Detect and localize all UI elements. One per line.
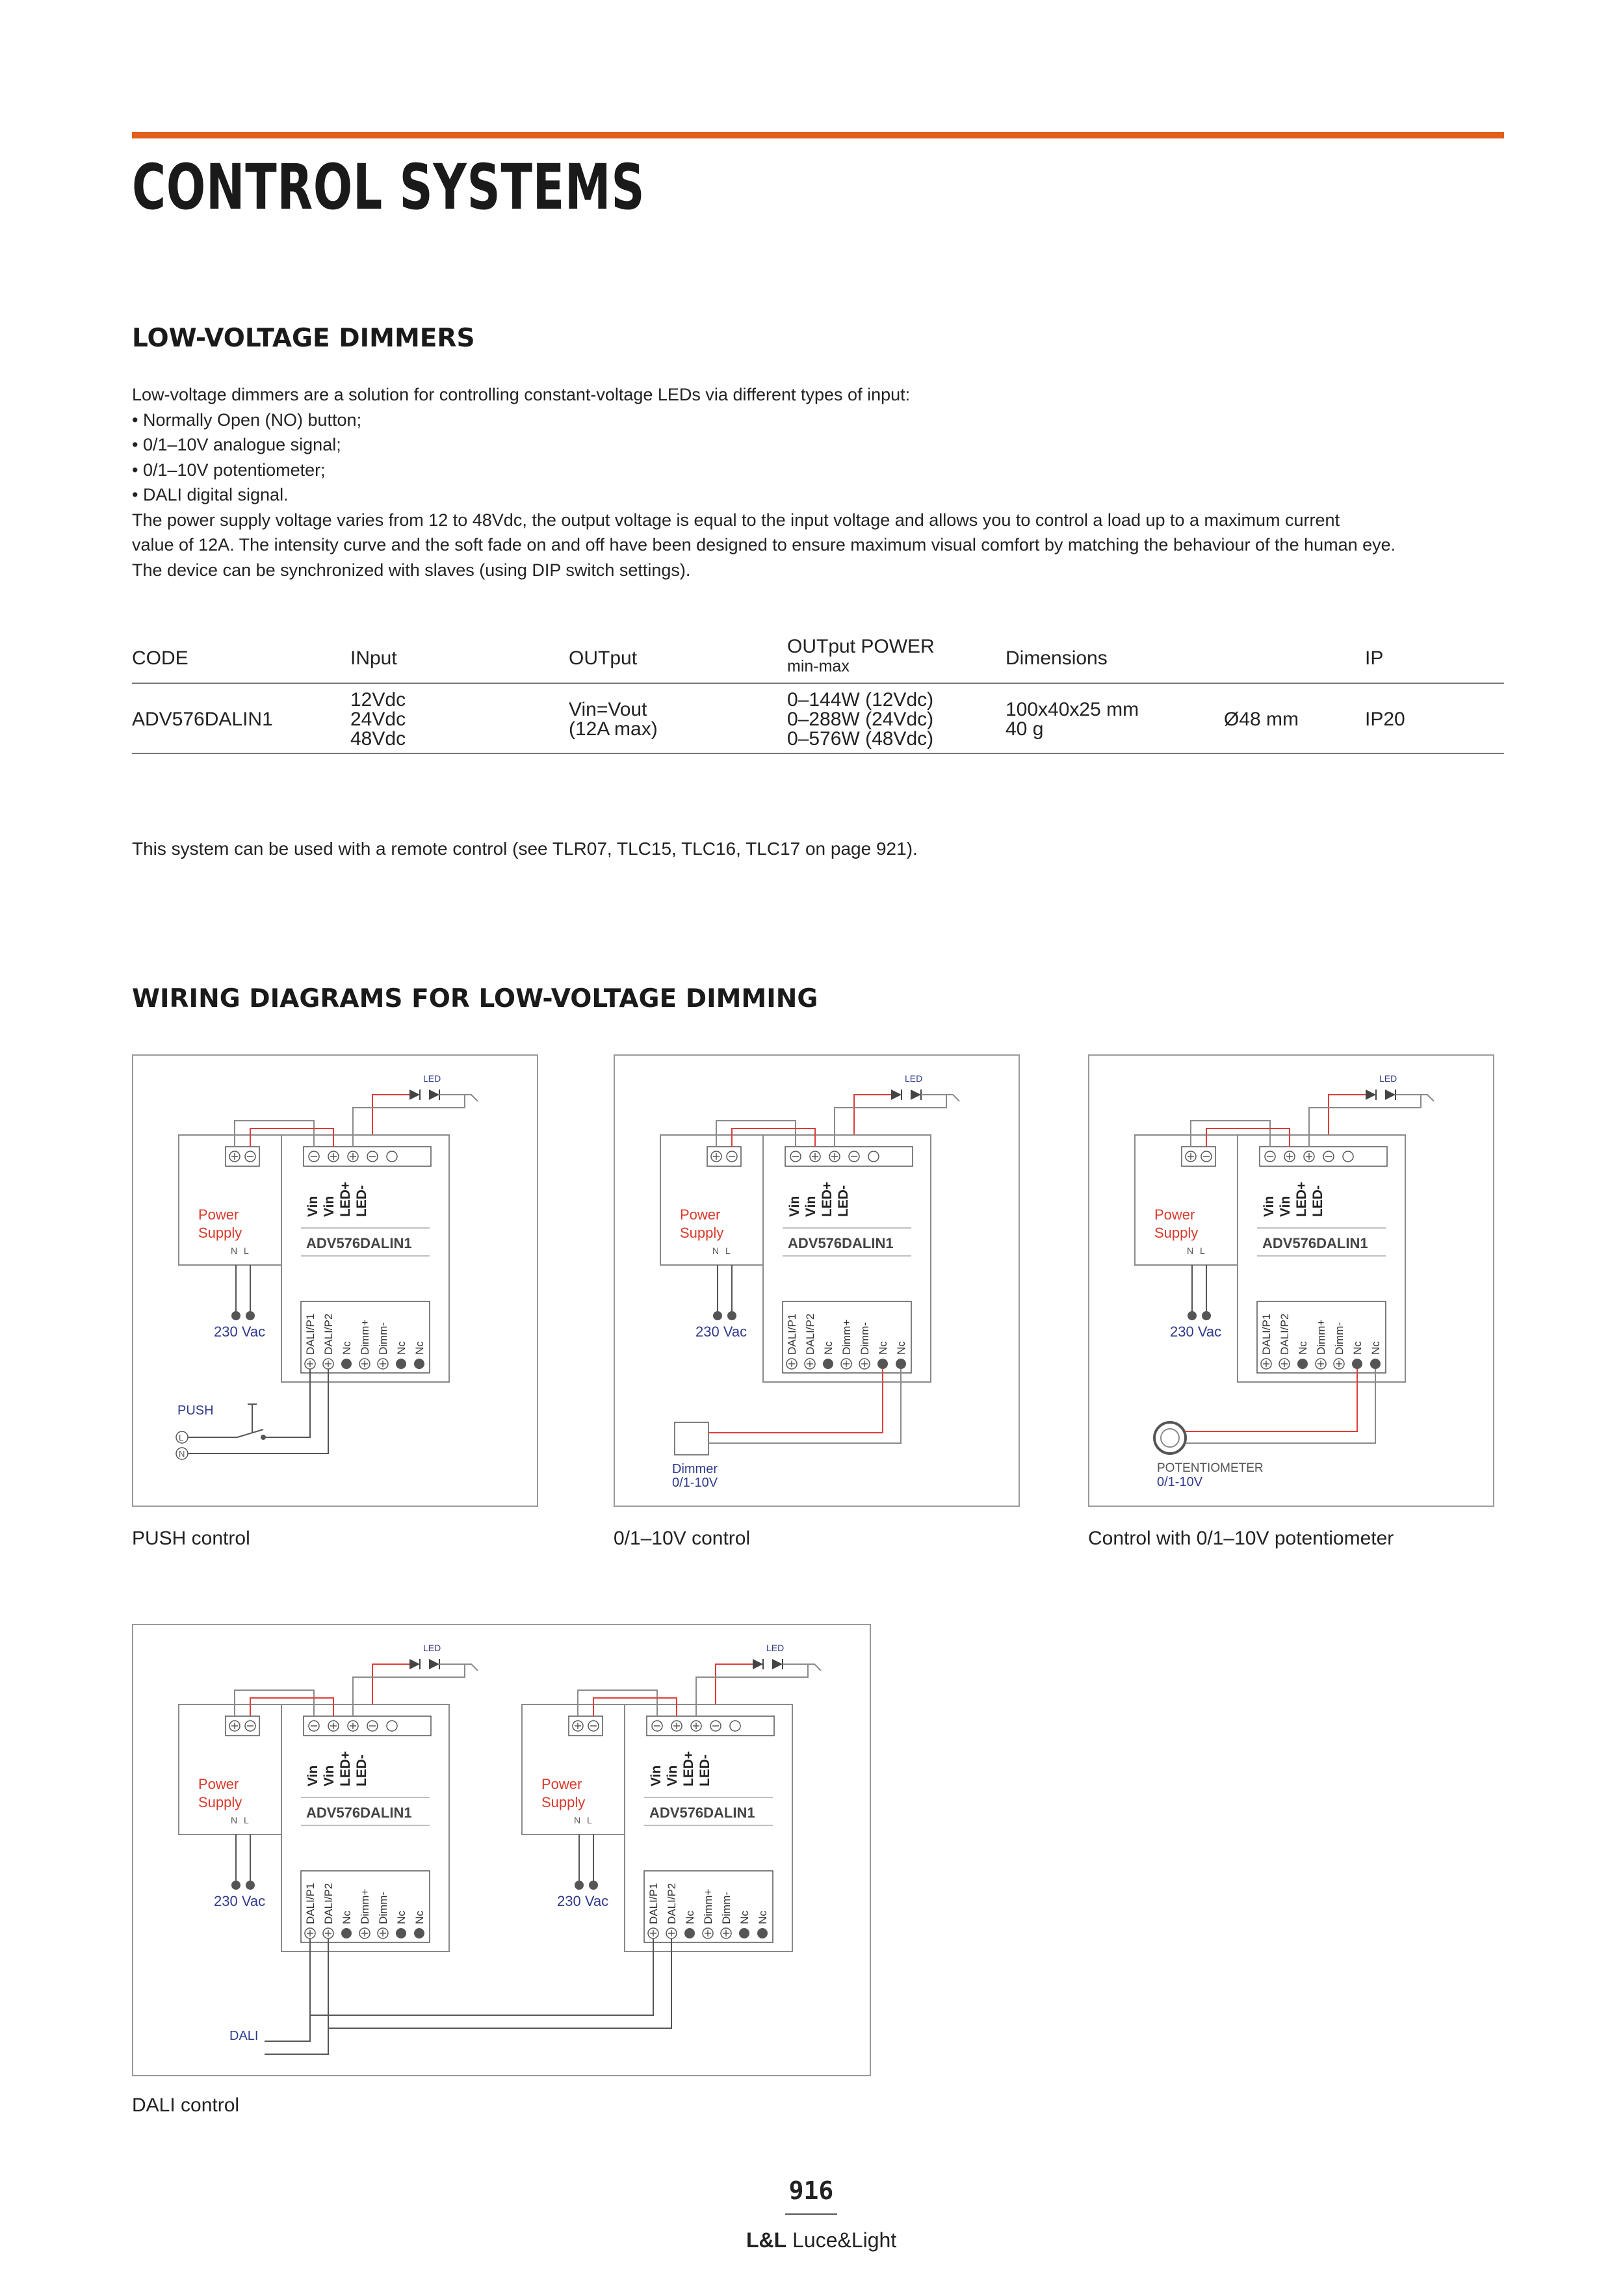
brand-footer [746, 2228, 897, 2252]
dimmer-bottom-terminal-label: DALI/P1 [647, 1883, 660, 1924]
dimmer-top-terminal-label: Vin [649, 1765, 664, 1786]
push-label: PUSH [177, 1403, 214, 1418]
spec-table-header-row [132, 629, 1504, 684]
dimmer-top-terminal-label: Vin [803, 1195, 818, 1217]
dimmer-bottom-terminal [877, 1359, 888, 1369]
dimmer-bottom-terminal-label: DALI/P2 [804, 1313, 816, 1355]
dimmer-bottom-terminal-label: Nc [1297, 1341, 1309, 1355]
dimmer-top-terminal [387, 1151, 397, 1162]
dimmer-bottom-terminal-label: Nc [395, 1341, 408, 1355]
diagram-dali-control [132, 1624, 871, 2076]
intro-line: The device can be synchronized with slaves (using DIP switch settings). [132, 560, 691, 580]
wiring-diagram-svg [615, 1056, 1019, 1506]
mains-terminal [246, 1881, 255, 1890]
cell-output: Vin=Vout [569, 699, 647, 720]
dimmer-bottom-terminal [396, 1928, 406, 1938]
dimmer-top-terminal-label: Vin [1278, 1195, 1293, 1217]
page-title: CONTROL SYSTEMS [132, 151, 645, 224]
dimmer-top-terminal [868, 1151, 879, 1162]
push-l-mark: L [179, 1433, 184, 1442]
power-supply-label: Supply [680, 1225, 724, 1241]
mains-voltage-label: 230 Vac [1170, 1324, 1222, 1340]
section-heading-wiring: WIRING DIAGRAMS FOR LOW-VOLTAGE DIMMING [132, 984, 818, 1013]
dimmer-top-terminal-label: Vin [665, 1765, 680, 1786]
led-label: LED [905, 1073, 923, 1084]
wire-led-out [921, 1095, 959, 1101]
dimmer-model-label: ADV576DALIN1 [306, 1235, 412, 1251]
mains-terminal [231, 1881, 240, 1890]
supply-l-mark: L [725, 1246, 731, 1256]
cell-input: 48Vdc [350, 728, 406, 750]
mains-terminal [589, 1881, 598, 1890]
supply-l-mark: L [1200, 1246, 1205, 1256]
header-accent-rule [132, 132, 1504, 138]
dimmer-bottom-terminal-label: DALI/P2 [1279, 1313, 1291, 1355]
led-label: LED [423, 1643, 441, 1653]
mains-terminal [231, 1311, 240, 1320]
mains-terminal [246, 1311, 255, 1320]
dimmer-bottom-terminal [1297, 1359, 1308, 1369]
cell-code: ADV576DALIN1 [132, 709, 273, 730]
dimmer-bottom-terminal-label: Nc [822, 1341, 835, 1355]
dimmer-bottom-terminal-label: Nc [684, 1911, 696, 1924]
section-heading-dimmers: LOW-VOLTAGE DIMMERS [132, 324, 475, 353]
page-number: 916 [788, 2176, 834, 2205]
supply-l-mark: L [587, 1815, 592, 1825]
power-supply-label: Supply [198, 1794, 242, 1810]
dimmer-bottom-terminal-label: Dimm+ [840, 1319, 853, 1355]
mains-terminal [713, 1311, 722, 1320]
potentiometer-knob-inner [1161, 1429, 1179, 1447]
intro-line: Low-voltage dimmers are a solution for controlling constant-voltage LEDs via different types of input: [132, 385, 911, 404]
cell-power: 0–144W (12Vdc) [787, 689, 934, 711]
spec-table [132, 629, 1504, 754]
wiring-diagram-svg [133, 1625, 870, 2075]
dali-bus-label: DALI [229, 2029, 259, 2043]
power-supply-label: Power [1154, 1207, 1195, 1223]
dimmer-model-label: ADV576DALIN1 [649, 1805, 755, 1821]
wire-push-switch [237, 1429, 263, 1437]
cell-power: 0–288W (24Vdc) [787, 709, 934, 730]
dimmer-bottom-terminal-label: Dimm- [1333, 1322, 1345, 1355]
dimmer-bottom-terminal-label: DALI/P1 [304, 1883, 317, 1924]
supply-l-mark: L [244, 1246, 249, 1256]
col-ip: IP [1365, 647, 1384, 669]
dimmer-top-terminal-label: Vin [1262, 1195, 1277, 1217]
dimmer-device-label: Dimmer [672, 1462, 718, 1476]
dimmer-bottom-terminal-label: DALI/P2 [322, 1883, 335, 1924]
spec-table-row [132, 684, 1504, 754]
mains-voltage-label: 230 Vac [695, 1324, 747, 1340]
led-diode-icon [911, 1089, 921, 1100]
dimmer-bottom-terminal-label: DALI/P1 [304, 1313, 317, 1355]
dimmer-top-terminal-label: LED- [354, 1185, 369, 1217]
dimmer-bottom-terminal-label: Nc [1370, 1341, 1382, 1355]
wire-led-out [1396, 1095, 1434, 1101]
cell-diameter: Ø48 mm [1224, 709, 1299, 730]
dimmer-top-terminal [730, 1721, 740, 1731]
dimmer-top-terminal-label: Vin [305, 1195, 320, 1217]
led-diode-icon [1385, 1089, 1396, 1100]
dimmer-bottom-terminal-label: DALI/P2 [322, 1313, 335, 1355]
mains-voltage-label: 230 Vac [214, 1893, 266, 1909]
col-output: OUTput [569, 647, 638, 669]
dimmer-bottom-terminal [414, 1928, 424, 1938]
cell-input: 24Vdc [350, 709, 406, 730]
led-diode-icon [429, 1659, 439, 1669]
dimmer-model-label: ADV576DALIN1 [1262, 1235, 1368, 1251]
brand-bold: L&L [746, 2228, 787, 2252]
dimmer-bottom-terminal-label: DALI/P2 [666, 1883, 678, 1924]
dimmer-bottom-terminal [414, 1359, 424, 1369]
mains-voltage-label: 230 Vac [214, 1324, 266, 1340]
dimmer-bottom-terminal-label: Nc [738, 1911, 751, 1924]
dimmer-bottom-terminal-label: Nc [413, 1341, 426, 1355]
led-diode-icon [1366, 1089, 1376, 1100]
dimmer-top-terminal-label: Vin [322, 1195, 337, 1217]
col-power: OUTput POWER [787, 636, 935, 657]
dimmer-bottom-terminal [757, 1928, 768, 1938]
led-label: LED [423, 1073, 441, 1084]
intro-line: • 0/1–10V analogue signal; [132, 435, 341, 454]
dimmer-bottom-terminal-label: DALI/P1 [786, 1313, 798, 1355]
dimmer-bottom-terminal-label: Dimm+ [702, 1888, 714, 1924]
diagram-potentiometer-control [1088, 1054, 1494, 1507]
dimmer-bottom-terminal [396, 1359, 406, 1369]
brand-name: Luce&Light [792, 2228, 897, 2252]
wire-dali-bus [265, 1938, 328, 2054]
dimmer-bottom-terminal [896, 1359, 906, 1369]
led-diode-icon [753, 1659, 763, 1669]
intro-line: The power supply voltage varies from 12 to 48Vdc, the output voltage is equal to the input voltage and allows you to control a load up to a maximum current [132, 510, 1340, 530]
wire-led-out [783, 1664, 821, 1671]
dimmer-top-terminal-label: Vin [322, 1765, 337, 1786]
potentiometer-label: POTENTIOMETER [1157, 1461, 1264, 1475]
dimmer-bottom-terminal [823, 1359, 833, 1369]
potentiometer-range-label: 0/1-10V [1157, 1475, 1203, 1489]
cell-dimensions: 100x40x25 mm [1006, 699, 1139, 720]
dimmer-bottom-terminal-label: Dimm- [377, 1891, 389, 1924]
dimmer-top-terminal-label: LED+ [681, 1751, 696, 1786]
supply-n-mark: N [1187, 1246, 1194, 1256]
power-supply-label: Power [541, 1776, 582, 1792]
dimmer-bottom-terminal [684, 1928, 695, 1938]
dimmer-model-label: ADV576DALIN1 [788, 1235, 894, 1251]
dimmer-bottom-terminal-label: Nc [757, 1911, 769, 1924]
col-input: INput [350, 647, 397, 669]
page-number-rule [785, 2213, 837, 2215]
intro-line: value of 12A. The intensity curve and the soft fade on and off have been designed to ensure maximum visual comfort by matching the behaviour of the human eye. [132, 535, 1396, 554]
cell-power: 0–576W (48Vdc) [787, 728, 934, 750]
caption-pot: Control with 0/1–10V potentiometer [1088, 1528, 1394, 1549]
wire-led-out [439, 1095, 478, 1101]
push-n-mark: N [179, 1449, 185, 1459]
led-diode-icon [429, 1089, 439, 1100]
cell-ip: IP20 [1365, 709, 1405, 730]
power-supply-label: Supply [1154, 1225, 1199, 1241]
intro-text [132, 382, 1504, 582]
dimmer-top-terminal-label: LED- [1310, 1185, 1325, 1217]
mains-voltage-label: 230 Vac [557, 1893, 609, 1909]
dimmer-bottom-terminal-label: Dimm- [859, 1322, 871, 1355]
dimmer-top-terminal-label: Vin [305, 1765, 320, 1786]
diagram-analog-control [614, 1054, 1020, 1507]
dimmer-top-terminal [1343, 1151, 1353, 1162]
push-switch-contact [261, 1435, 266, 1440]
dimmer-bottom-terminal-label: Dimm+ [359, 1319, 371, 1355]
supply-n-mark: N [231, 1815, 238, 1825]
mains-terminal [575, 1881, 584, 1890]
led-diode-icon [891, 1089, 902, 1100]
caption-push: PUSH control [132, 1528, 250, 1549]
dimmer-top-terminal-label: LED+ [338, 1751, 353, 1786]
wiring-diagram-svg [1089, 1056, 1493, 1506]
supply-l-mark: L [244, 1815, 249, 1825]
cell-input: 12Vdc [350, 689, 406, 711]
dimmer-bottom-terminal [739, 1928, 749, 1938]
remote-control-note: This system can be used with a remote control (see TLR07, TLC15, TLC16, TLC17 on page 921). [132, 839, 918, 859]
dimmer-bottom-terminal-label: Nc [341, 1341, 353, 1355]
power-supply-label: Supply [541, 1794, 586, 1810]
led-diode-icon [409, 1659, 420, 1669]
dimmer-top-terminal-label: LED+ [338, 1181, 353, 1217]
intro-line: • 0/1–10V potentiometer; [132, 460, 326, 480]
dimmer-bottom-terminal-label: Dimm- [720, 1891, 733, 1924]
dimmer-top-terminal-label: Vin [787, 1195, 802, 1217]
wire-led-out [439, 1664, 478, 1671]
mains-terminal [1188, 1311, 1197, 1320]
dimmer-top-terminal-label: LED+ [820, 1181, 835, 1217]
dimmer-bottom-terminal-label: Dimm- [377, 1322, 389, 1355]
led-label: LED [1379, 1073, 1397, 1084]
dimmer-bottom-terminal-label: Nc [1351, 1341, 1364, 1355]
cell-output: (12A max) [569, 718, 658, 740]
power-supply-label: Power [198, 1207, 239, 1223]
led-label: LED [766, 1643, 785, 1653]
dimmer-bottom-terminal-label: Dimm+ [359, 1888, 371, 1924]
dimmer-bottom-terminal [1370, 1359, 1381, 1369]
power-supply-label: Supply [198, 1225, 242, 1241]
cell-weight: 40 g [1006, 718, 1044, 740]
wire-dali-bus [265, 1938, 310, 2041]
intro-line: • Normally Open (NO) button; [132, 410, 362, 430]
dimmer-bottom-terminal [341, 1359, 352, 1369]
supply-n-mark: N [231, 1246, 238, 1256]
mains-terminal [727, 1311, 736, 1320]
dimmer-bottom-terminal-label: DALI/P1 [1260, 1313, 1273, 1355]
dimmer-range-label: 0/1-10V [672, 1476, 718, 1490]
dimmer-top-terminal-label: LED- [836, 1185, 851, 1217]
dimmer-top-terminal-label: LED- [354, 1755, 369, 1786]
dimmer-bottom-terminal-label: Nc [413, 1911, 426, 1924]
dimmer-bottom-terminal [341, 1928, 352, 1938]
dimmer-device-icon [675, 1422, 708, 1455]
dimmer-bottom-terminal-label: Dimm+ [1315, 1319, 1327, 1355]
diagram-push-control [132, 1054, 538, 1507]
led-diode-icon [409, 1089, 420, 1100]
dimmer-bottom-terminal-label: Nc [341, 1911, 353, 1924]
col-dimensions: Dimensions [1006, 647, 1108, 669]
dimmer-model-label: ADV576DALIN1 [306, 1805, 412, 1821]
caption-analog: 0/1–10V control [614, 1528, 751, 1549]
dimmer-bottom-terminal-label: Nc [895, 1341, 907, 1355]
dimmer-top-terminal-label: LED- [697, 1755, 712, 1786]
led-diode-icon [772, 1659, 783, 1669]
dimmer-top-terminal-label: LED+ [1294, 1181, 1309, 1217]
power-supply-label: Power [680, 1207, 721, 1223]
mains-terminal [1202, 1311, 1211, 1320]
supply-n-mark: N [574, 1815, 581, 1825]
dimmer-bottom-terminal-label: Nc [877, 1341, 889, 1355]
wiring-diagram-svg [133, 1056, 537, 1506]
col-power-sub: min-max [787, 657, 850, 675]
intro-line: • DALI digital signal. [132, 485, 289, 504]
col-code: CODE [132, 647, 188, 669]
power-supply-label: Power [198, 1776, 239, 1792]
dimmer-bottom-terminal-label: Nc [395, 1911, 408, 1924]
dimmer-top-terminal [387, 1721, 397, 1731]
dimmer-bottom-terminal [1352, 1359, 1362, 1369]
caption-dali: DALI control [132, 2094, 240, 2116]
supply-n-mark: N [712, 1246, 720, 1256]
